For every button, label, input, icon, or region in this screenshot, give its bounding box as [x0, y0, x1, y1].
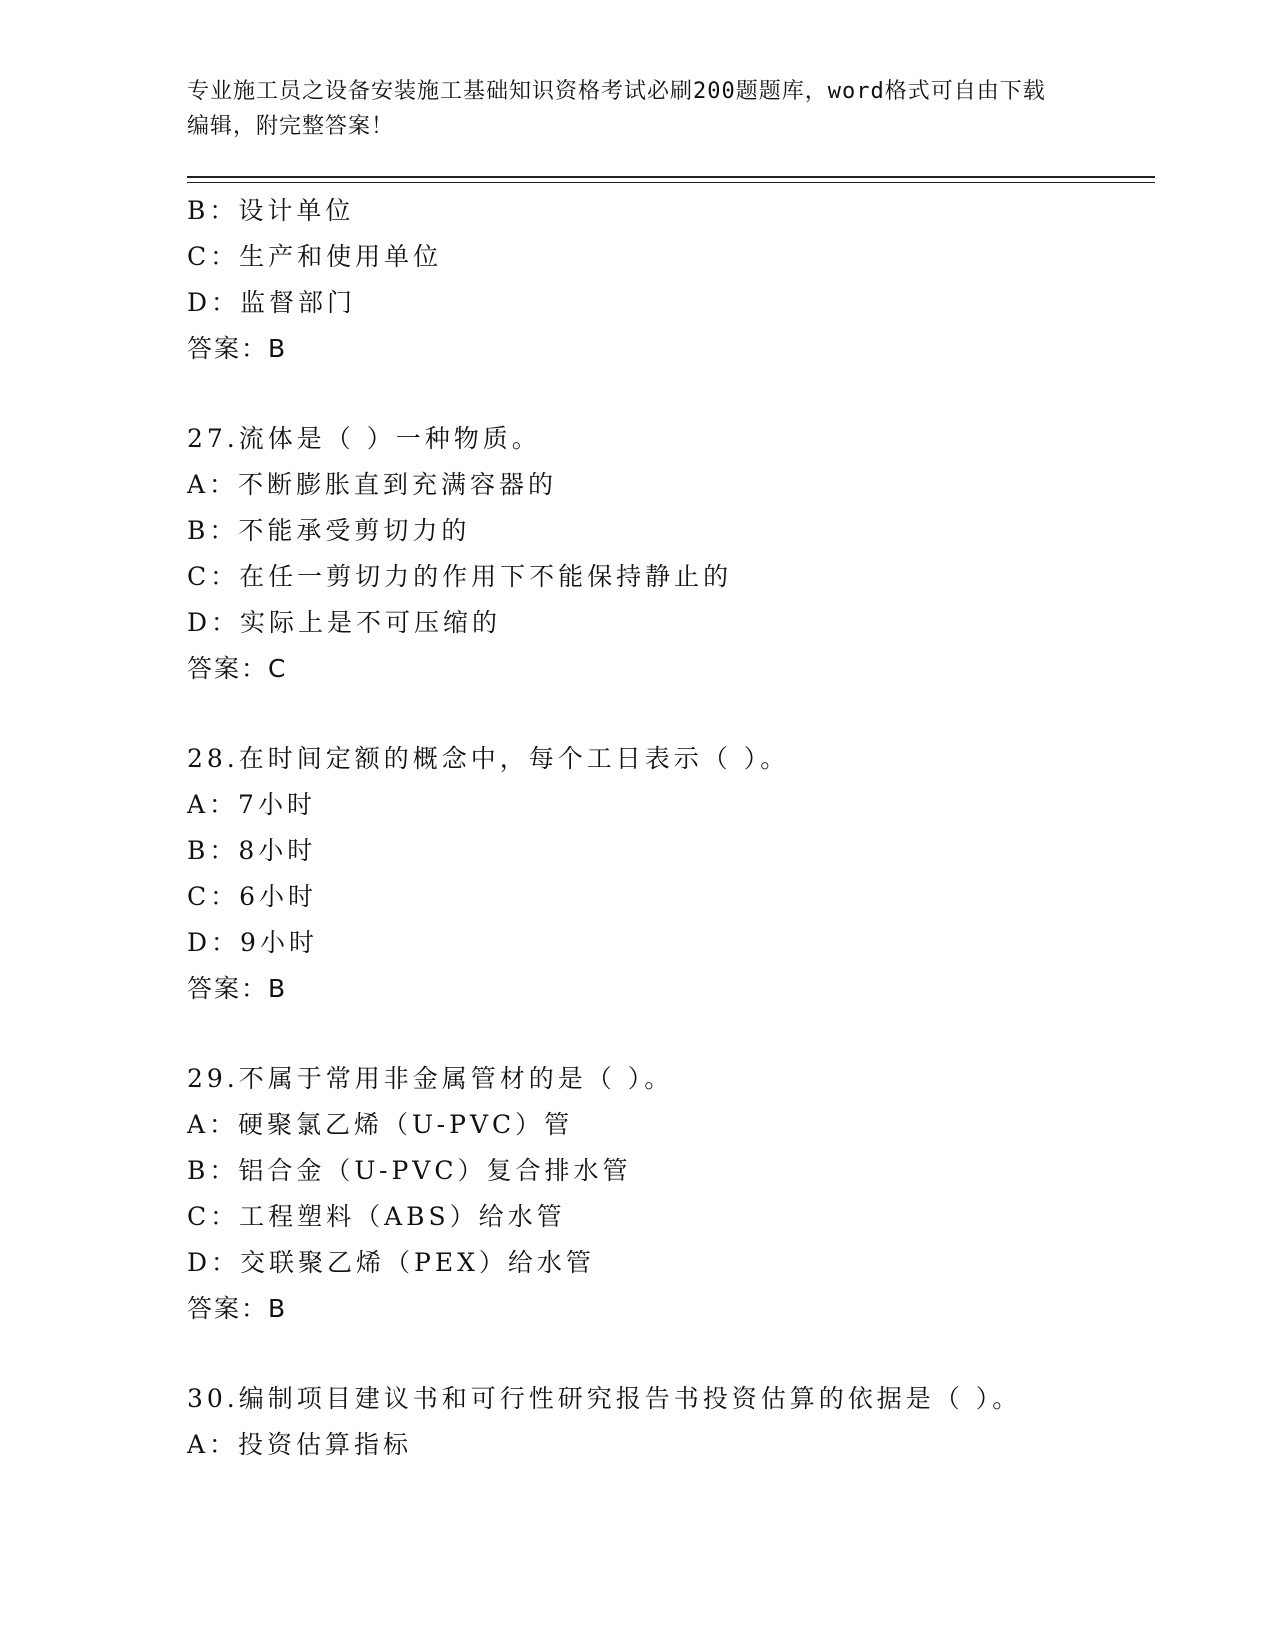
option-a: A：投资估算指标	[187, 1430, 413, 1459]
option-b: B：铝合金（U-PVC）复合排水管	[187, 1156, 632, 1185]
option-c: C：6小时	[187, 882, 318, 911]
option-b: B：8小时	[187, 836, 317, 865]
answer: 答案：B	[187, 334, 288, 363]
header-divider-thick	[187, 176, 1155, 178]
question-27	[187, 416, 1155, 692]
option-b: B：不能承受剪切力的	[187, 516, 471, 545]
question-list	[187, 188, 1155, 1512]
option-a: A：不断膨胀直到充满容器的	[187, 470, 558, 499]
option-a: A：7小时	[187, 790, 316, 819]
option-d: D：9小时	[187, 928, 318, 957]
document-title: 专业施工员之设备安装施工基础知识资格考试必刷200题题库，word格式可自由下载编辑，附完整答案！	[187, 79, 1046, 139]
question-stem: 30.编制项目建议书和可行性研究报告书投资估算的依据是（ ）。	[187, 1384, 1022, 1413]
question-30	[187, 1376, 1155, 1468]
option-d: D：交联聚乙烯（PEX）给水管	[187, 1248, 595, 1277]
option-d: D：监督部门	[187, 288, 357, 317]
question-29	[187, 1056, 1155, 1332]
option-c: C：生产和使用单位	[187, 242, 443, 271]
question-stem: 27.流体是（ ）一种物质。	[187, 424, 541, 453]
option-c: C：在任一剪切力的作用下不能保持静止的	[187, 562, 733, 591]
answer: 答案：C	[187, 654, 288, 683]
question-stem: 29.不属于常用非金属管材的是（ ）。	[187, 1064, 674, 1093]
option-b: B：设计单位	[187, 196, 355, 225]
question-28	[187, 736, 1155, 1012]
question-stem: 28.在时间定额的概念中，每个工日表示（ ）。	[187, 744, 790, 773]
answer: 答案：B	[187, 974, 288, 1003]
option-d: D：实际上是不可压缩的	[187, 608, 502, 637]
header-divider-thin	[187, 182, 1155, 183]
answer: 答案：B	[187, 1294, 288, 1323]
question-26-continued	[187, 188, 1155, 372]
option-a: A：硬聚氯乙烯（U-PVC）管	[187, 1110, 574, 1139]
option-c: C：工程塑料（ABS）给水管	[187, 1202, 566, 1231]
